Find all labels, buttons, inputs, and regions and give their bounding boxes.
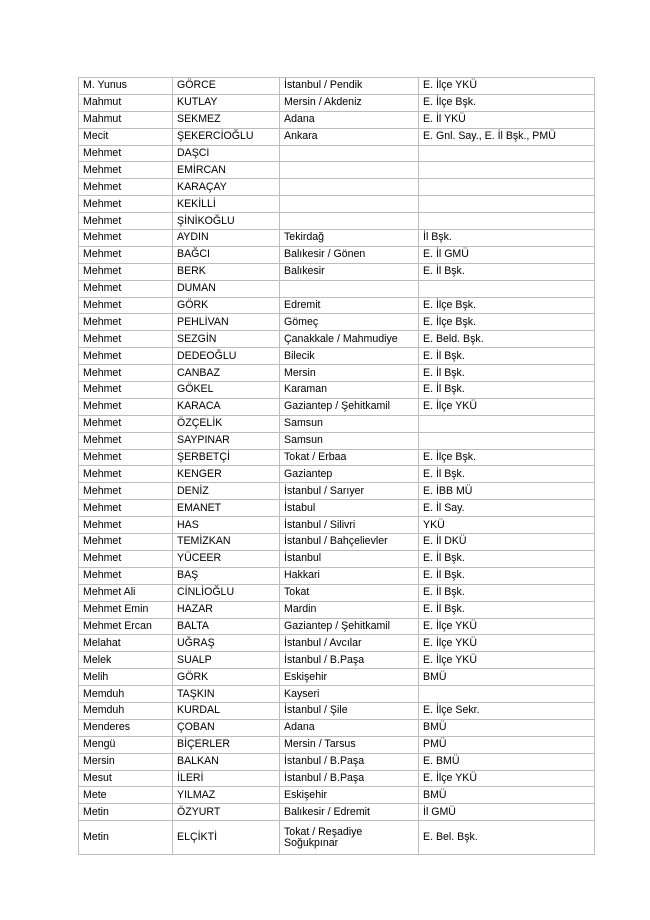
table-row [79,550,595,567]
surname-cell: TEMİZKAN [173,534,280,551]
surname-cell: SUALP [173,652,280,669]
location-cell: İstanbul / B.Paşa [280,770,419,787]
role-cell: İl GMÜ [419,804,595,821]
role-cell: E. İlçe Bşk. [419,94,595,111]
location-cell: Edremit [280,297,419,314]
first-name-cell: Mehmet [79,550,173,567]
table-row [79,770,595,787]
role-cell [419,179,595,196]
location-cell: Bilecik [280,348,419,365]
first-name-cell: Mehmet Ali [79,584,173,601]
first-name-cell: Mehmet [79,196,173,213]
location-cell: Adana [280,719,419,736]
role-cell: E. İl Bşk. [419,550,595,567]
surname-cell: ŞİNİKOĞLU [173,213,280,230]
first-name-cell: Mehmet [79,365,173,382]
first-name-cell: Mehmet [79,314,173,331]
location-cell: İstanbul / Silivri [280,517,419,534]
first-name-cell: Melih [79,669,173,686]
surname-cell: ÖZÇELİK [173,415,280,432]
surname-cell: KURDAL [173,702,280,719]
location-cell: İstanbul / Avcılar [280,635,419,652]
surname-cell: BİÇERLER [173,736,280,753]
role-cell: E. İBB MÜ [419,483,595,500]
table-row [79,787,595,804]
first-name-cell: Mehmet [79,567,173,584]
role-cell: E. İlçe YKÜ [419,618,595,635]
table-row [79,483,595,500]
table-row [79,365,595,382]
role-cell: E. İl Say. [419,500,595,517]
table-row [79,297,595,314]
table-row [79,821,595,855]
role-cell: E. İlçe YKÜ [419,635,595,652]
location-cell: Mersin / Tarsus [280,736,419,753]
table-row [79,348,595,365]
first-name-cell: Mehmet [79,534,173,551]
surname-cell: KARACA [173,398,280,415]
role-cell: E. İlçe Bşk. [419,449,595,466]
surname-cell: ELÇİKTİ [173,821,280,855]
role-cell: E. İlçe YKÜ [419,78,595,95]
location-cell: İstabul [280,500,419,517]
location-cell: Eskişehir [280,787,419,804]
first-name-cell: Memduh [79,686,173,703]
table-row [79,753,595,770]
role-cell: PMÜ [419,736,595,753]
role-cell [419,213,595,230]
location-cell: Gömeç [280,314,419,331]
table-row [79,466,595,483]
first-name-cell: Mehmet [79,145,173,162]
first-name-cell: Mete [79,787,173,804]
table-row [79,534,595,551]
location-cell [280,213,419,230]
surname-cell: AYDIN [173,230,280,247]
first-name-cell: Mehmet [79,517,173,534]
first-name-cell: Mehmet [79,213,173,230]
role-cell: E. İl Bşk. [419,567,595,584]
surname-cell: BALKAN [173,753,280,770]
location-cell: Samsun [280,415,419,432]
table-row [79,314,595,331]
first-name-cell: Mehmet [79,331,173,348]
location-cell: Karaman [280,382,419,399]
table-row [79,702,595,719]
surname-cell: KEKİLLİ [173,196,280,213]
first-name-cell: Mehmet [79,483,173,500]
location-cell [280,196,419,213]
first-name-cell: Mahmut [79,111,173,128]
first-name-cell: Metin [79,821,173,855]
surname-cell: GÖRK [173,297,280,314]
surname-cell: KENGER [173,466,280,483]
surname-cell: SAYPINAR [173,432,280,449]
role-cell: E. Beld. Bşk. [419,331,595,348]
role-cell: İl Bşk. [419,230,595,247]
first-name-cell: Memduh [79,702,173,719]
surname-cell: GÖRCE [173,78,280,95]
first-name-cell: Mehmet [79,500,173,517]
surname-cell: BALTA [173,618,280,635]
role-cell [419,432,595,449]
table-row [79,331,595,348]
surname-cell: ŞEKERCİOĞLU [173,128,280,145]
table-row [79,415,595,432]
first-name-cell: Mehmet [79,432,173,449]
first-name-cell: Mehmet [79,162,173,179]
surname-cell: GÖKEL [173,382,280,399]
location-cell: Tokat [280,584,419,601]
role-cell: E. İlçe Bşk. [419,314,595,331]
surname-cell: ŞERBETÇİ [173,449,280,466]
table-row [79,601,595,618]
role-cell: YKÜ [419,517,595,534]
location-cell: İstanbul / B.Paşa [280,753,419,770]
first-name-cell: M. Yunus [79,78,173,95]
table-row [79,145,595,162]
location-cell: Balıkesir [280,263,419,280]
surname-cell: HAZAR [173,601,280,618]
location-cell: İstanbul / B.Paşa [280,652,419,669]
surname-cell: EMANET [173,500,280,517]
surname-cell: YÜCEER [173,550,280,567]
role-cell: E. Bel. Bşk. [419,821,595,855]
location-cell: Eskişehir [280,669,419,686]
role-cell: E. İl Bşk. [419,466,595,483]
role-cell [419,686,595,703]
location-cell: Gaziantep / Şehitkamil [280,618,419,635]
location-cell: İstanbul [280,550,419,567]
surname-cell: DAŞCI [173,145,280,162]
table-row [79,246,595,263]
first-name-cell: Mehmet [79,230,173,247]
surname-cell: BAĞCI [173,246,280,263]
role-cell: E. İl DKÜ [419,534,595,551]
first-name-cell: Mehmet [79,449,173,466]
location-cell: Mersin / Akdeniz [280,94,419,111]
surname-cell: GÖRK [173,669,280,686]
table-row [79,398,595,415]
location-cell: Tekirdağ [280,230,419,247]
table-row [79,652,595,669]
first-name-cell: Mesut [79,770,173,787]
role-cell: E. İlçe YKÜ [419,398,595,415]
location-cell: Balıkesir / Gönen [280,246,419,263]
table-row [79,94,595,111]
role-cell: E. İl Bşk. [419,584,595,601]
table-row [79,635,595,652]
surname-cell: SEKMEZ [173,111,280,128]
table-row [79,213,595,230]
table-body [79,78,595,855]
role-cell [419,280,595,297]
table-row [79,382,595,399]
surname-cell: ÖZYURT [173,804,280,821]
first-name-cell: Mehmet [79,466,173,483]
location-cell: İstanbul / Sarıyer [280,483,419,500]
location-cell: Mardin [280,601,419,618]
table-row [79,584,595,601]
surname-cell: KUTLAY [173,94,280,111]
role-cell: E. İl Bşk. [419,365,595,382]
location-cell: Mersin [280,365,419,382]
role-cell: BMÜ [419,669,595,686]
role-cell [419,415,595,432]
role-cell: E. İl GMÜ [419,246,595,263]
location-cell: İstanbul / Bahçelievler [280,534,419,551]
surname-cell: TAŞKIN [173,686,280,703]
location-cell [280,179,419,196]
surname-cell: YILMAZ [173,787,280,804]
first-name-cell: Mehmet [79,280,173,297]
location-cell: Kayseri [280,686,419,703]
table-row [79,78,595,95]
location-cell: İstanbul / Şile [280,702,419,719]
table-row [79,669,595,686]
table-row [79,686,595,703]
table-row [79,618,595,635]
role-cell: E. İl Bşk. [419,382,595,399]
role-cell: BMÜ [419,719,595,736]
first-name-cell: Mehmet Ercan [79,618,173,635]
table-row [79,280,595,297]
table-row [79,736,595,753]
table-row [79,719,595,736]
location-cell [280,280,419,297]
first-name-cell: Mehmet [79,179,173,196]
first-name-cell: Mehmet Emin [79,601,173,618]
location-cell: Gaziantep / Şehitkamil [280,398,419,415]
role-cell: E. İlçe YKÜ [419,770,595,787]
surname-cell: EMİRCAN [173,162,280,179]
location-cell: Ankara [280,128,419,145]
location-cell: Çanakkale / Mahmudiye [280,331,419,348]
role-cell: E. İl YKÜ [419,111,595,128]
table-row [79,179,595,196]
table-row [79,162,595,179]
first-name-cell: Mahmut [79,94,173,111]
table-row [79,432,595,449]
location-cell: Tokat / Erbaa [280,449,419,466]
surname-cell: UĞRAŞ [173,635,280,652]
surname-cell: HAS [173,517,280,534]
surname-cell: CİNLİOĞLU [173,584,280,601]
role-cell: E. İlçe Bşk. [419,297,595,314]
first-name-cell: Mehmet [79,415,173,432]
table-row [79,111,595,128]
location-cell: Tokat / Reşadiye Soğukpınar [280,821,419,855]
table-row [79,449,595,466]
role-cell: E. BMÜ [419,753,595,770]
location-cell [280,162,419,179]
table-row [79,128,595,145]
first-name-cell: Melek [79,652,173,669]
surname-cell: BERK [173,263,280,280]
table-row [79,804,595,821]
role-cell [419,145,595,162]
role-cell [419,162,595,179]
table-row [79,567,595,584]
role-cell: E. İl Bşk. [419,601,595,618]
table-row [79,196,595,213]
role-cell: E. İl Bşk. [419,348,595,365]
table-row [79,500,595,517]
first-name-cell: Mehmet [79,382,173,399]
first-name-cell: Mecit [79,128,173,145]
member-table [78,77,595,855]
location-cell: İstanbul / Pendik [280,78,419,95]
location-cell: Samsun [280,432,419,449]
first-name-cell: Mehmet [79,297,173,314]
surname-cell: ÇOBAN [173,719,280,736]
role-cell: E. İl Bşk. [419,263,595,280]
role-cell: E. Gnl. Say., E. İl Bşk., PMÜ [419,128,595,145]
role-cell: E. İlçe Sekr. [419,702,595,719]
surname-cell: DENİZ [173,483,280,500]
table-row [79,517,595,534]
first-name-cell: Mersin [79,753,173,770]
first-name-cell: Menderes [79,719,173,736]
location-cell: Adana [280,111,419,128]
location-cell: Gaziantep [280,466,419,483]
surname-cell: İLERİ [173,770,280,787]
location-cell: Balıkesir / Edremit [280,804,419,821]
first-name-cell: Mehmet [79,263,173,280]
surname-cell: DUMAN [173,280,280,297]
first-name-cell: Mengü [79,736,173,753]
surname-cell: BAŞ [173,567,280,584]
first-name-cell: Mehmet [79,398,173,415]
table-row [79,263,595,280]
surname-cell: PEHLİVAN [173,314,280,331]
role-cell: E. İlçe YKÜ [419,652,595,669]
role-cell [419,196,595,213]
location-cell: Hakkari [280,567,419,584]
role-cell: BMÜ [419,787,595,804]
surname-cell: KARAÇAY [173,179,280,196]
first-name-cell: Melahat [79,635,173,652]
surname-cell: DEDEOĞLU [173,348,280,365]
location-cell [280,145,419,162]
table-row [79,230,595,247]
first-name-cell: Metin [79,804,173,821]
first-name-cell: Mehmet [79,348,173,365]
surname-cell: SEZGİN [173,331,280,348]
surname-cell: CANBAZ [173,365,280,382]
first-name-cell: Mehmet [79,246,173,263]
